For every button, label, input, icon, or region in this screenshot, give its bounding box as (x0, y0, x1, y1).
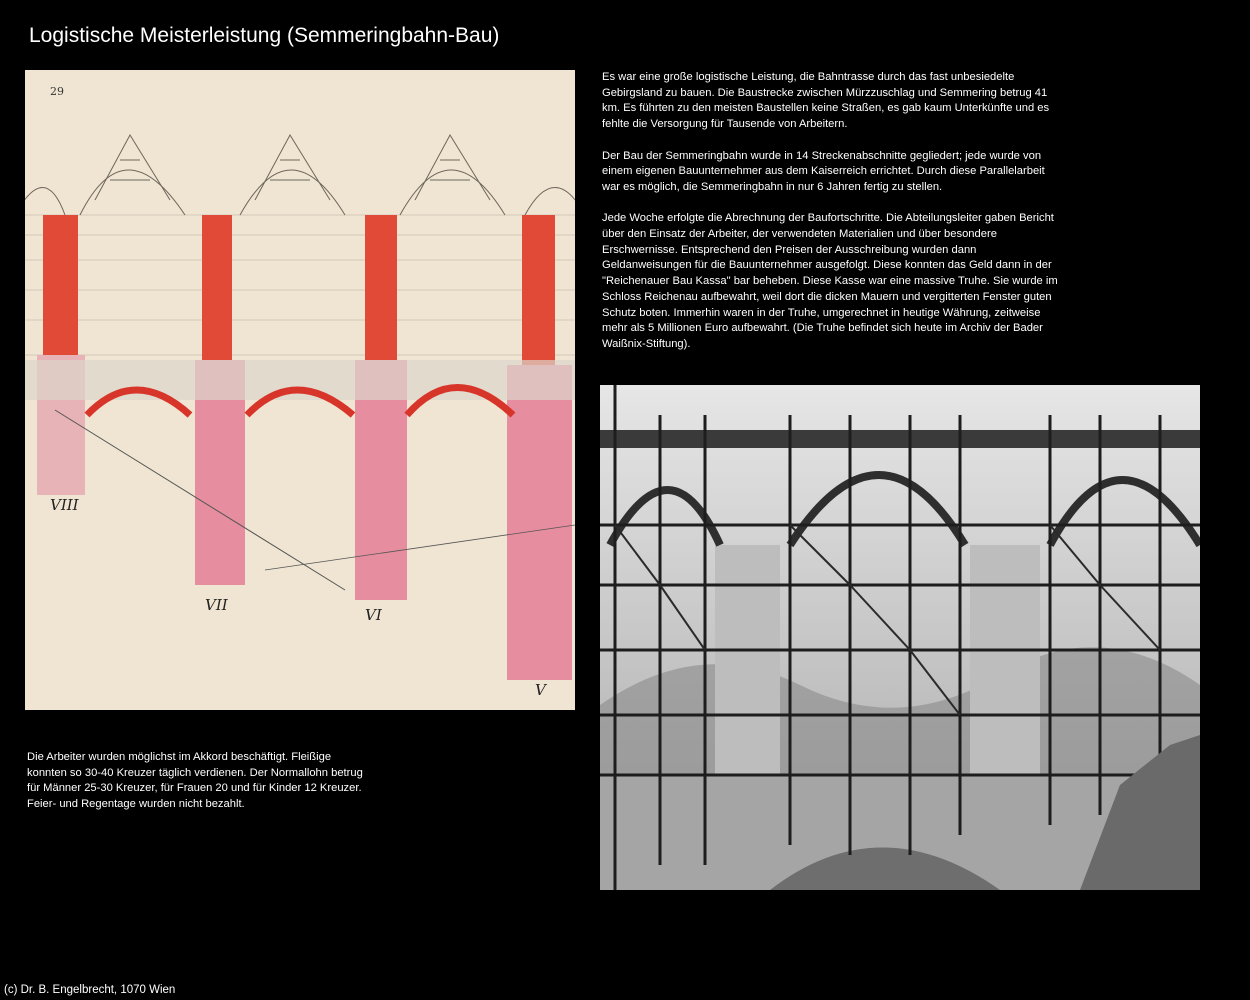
pier-label: VIII (50, 496, 79, 514)
paragraph: Der Bau der Semmeringbahn wurde in 14 Streckenabschnitte gegliedert; jede wurde von einem eigenen Bauunternehmer aus dem Kaiserreich errichtet. Durch diese Parallelarbeit war es möglich, die Semmeringbahn in nur 6 Jahren fertig zu stellen. (602, 149, 1045, 193)
pier-label: VI (365, 606, 382, 624)
paragraph: Die Arbeiter wurden möglichst im Akkord beschäftigt. Fleißige konnten so 30-40 Kreuzer täglich verdienen. Der Normallohn betrug für Männer 25-30 Kreuzer, für Frauen 20 und für Kinder 12 Kreuzer. Feier- und Regentage wurden nicht bezahlt. (27, 751, 363, 811)
pier-label: V (535, 681, 546, 699)
viaduct-construction-drawing (25, 70, 575, 710)
wages-text (27, 750, 372, 813)
page-title: Logistische Meisterleistung (Semmeringbahn-Bau) (29, 24, 500, 47)
paragraph: Es war eine große logistische Leistung, die Bahntrasse durch das fast unbesiedelte Gebirgsland zu bauen. Die Baustrecke zwischen Mürzzuschlag und Semmering betrug 41 km. Es führten zu den meisten Baustellen keine Straßen, es gab kaum Unterkünfte und es fehlte die Versorgung für Tausende von Arbeitern. (602, 71, 1050, 131)
description-text (602, 70, 1062, 368)
viaduct-scaffolding-photo (600, 385, 1200, 890)
drawing-page-number: 29 (50, 85, 64, 98)
pier-label: VII (205, 596, 228, 614)
paragraph: Jede Woche erfolgte die Abrechnung der Baufortschritte. Die Abteilungsleiter gaben Bericht über den Einsatz der Arbeiter, der verwendeten Materialien und über besondere Erschwernisse. Entsprechend den Preisen der Ausschreibung wurden dann Geldanweisungen für die Bauunternehmer ausgefolgt. Diese konnten das Geld dann in der "Reichenauer Bau Kassa" bar beheben. Diese Kasse war eine massive Truhe. Sie wurde im Schloss Reichenau aufbewahrt, weil dort die dicken Mauern und vergitterten Fenster guten Schutz boten. Immerhin waren in der Truhe, umgerechnet in heutige Währung, zeitweise mehr als 5 Millionen Euro aufbewahrt. (Die Truhe befindet sich heute im Archiv der Bader Waißnix-Stiftung). (602, 212, 1058, 350)
copyright-footer: (c) Dr. B. Engelbrecht, 1070 Wien (4, 984, 176, 996)
